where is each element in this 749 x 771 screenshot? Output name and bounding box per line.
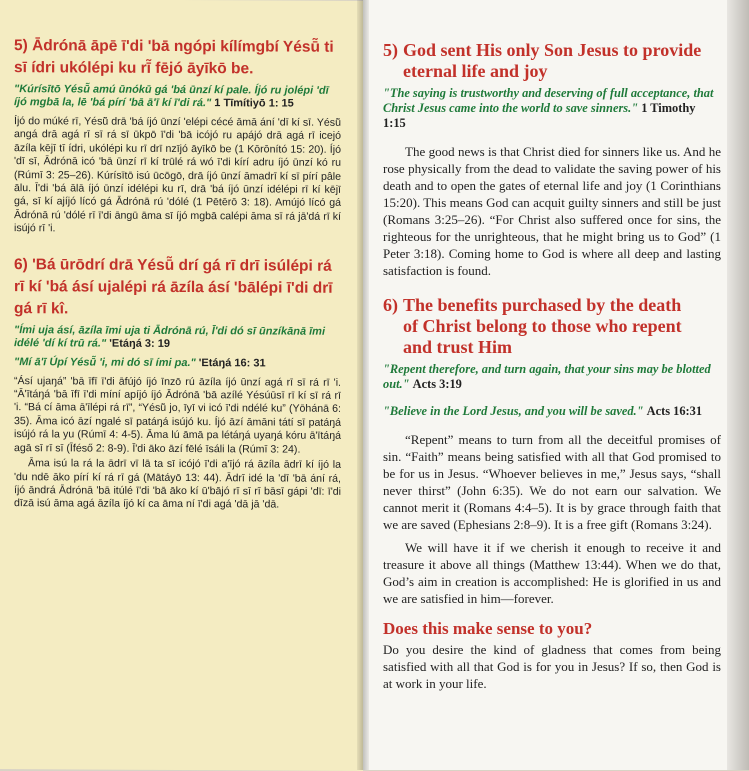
page-edge	[727, 0, 749, 770]
section6-verse2	[383, 404, 721, 419]
section6-verse2-local	[14, 356, 341, 371]
section5-paragraph: The good news is that Christ died for sinners like us. And he rose physically from the dead to validate the saving power of his death and to open the gates of eternal life and joy (1 Corinthians 15:20). This means God can acquit guilty sinners and still be just (Romans 3:25–26). “For Christ also suffered once for sins, the righteous for the unrighteous, that he might bring us to God” (1 Peter 3:18). Coming home to God is where all deep and lasting satisfaction is found.	[383, 144, 721, 278]
verse-reference: 'Etáŋá 3: 19	[109, 337, 170, 350]
page-gutter	[357, 0, 369, 770]
verse-text: "Mí ā'ī Úpí Yésū̃ 'i, mi dó sī ími pa."	[14, 355, 196, 369]
verse-text: "Ími uja ásí, āzíla īmi uja ti Ādrónā rú, Ī'di dó sī ūnzíkānā īmi idélé 'dí kí trū rá."	[14, 323, 326, 350]
section5-heading	[383, 40, 721, 82]
verse-text: "The saying is trustworthy and deserving of full acceptance, that Christ Jesus came into the world to save sinners."	[383, 86, 714, 115]
section6-heading-local: 6) 'Bá ūrōdrí drā Yésū̃ drí gá rī drī isúlépi rá rī kí 'bá ásí ujalépi rá āzíla ásí 'bālépi ī'di drī gá rī kî.	[14, 255, 333, 318]
section6-verse1-local	[14, 324, 341, 352]
section6-paragraph1-local: “Ásí ujaŋá” 'bā īfī ī'di āfújó íjó īnzō rú āzíla íjó ūnzí agá rī sī rá rī 'i. “Ā'ītáŋá 'bā īfī ī'di míní apíjó íjó Ādrónā 'bā azílé Yésúūsī rī kí sī rá rī 'i. “Bá cí āma ā'īlépi rá rī”, “Yésū̃ jo, īyī vi icó ī'di ndélé ku” (Yōhánā 6: 35). Āma icó āzí ngalé sī patáŋá isújó ku. Íjó āzí āmāni tátí sī patáŋá isújó rá la yu (Rúmī 4: 4-5). Āma lú āmā pa létáŋá uyaŋá kóru ā'ītáŋá agā sī rī sī (Īféső 2: 8-9). Ī'di āko āzí fēlé īsáli la (Rúmī 3: 24).	[14, 374, 341, 456]
heading-line: of Christ belong to those who repent	[403, 316, 682, 336]
verse-reference: 'Etáŋá 16: 31	[198, 356, 266, 370]
section6-paragraph2: We will have it if we cherish it enough to receive it and treasure it above all things (Matthew 13:44). When we do that, God’s aim in creation is accomplished: He is glorified in us and we are satisfied in him—forever.	[383, 540, 721, 606]
section6-verse1	[383, 362, 721, 392]
section6-heading	[383, 295, 721, 358]
section-spacer	[14, 238, 341, 256]
verse-reference: Acts 3:19	[412, 377, 462, 391]
heading-line: and trust Him	[403, 337, 513, 357]
heading-line: eternal life and joy	[403, 61, 548, 81]
section5-paragraph-local: Íjó do múké rī, Yésū̃ drā 'bá íjó ūnzí 'elépi cécé āmā ání 'dī kí sī. Yésū̃ angá drā agá rī sī rá sī ūkpō ī'di 'bā icójó ru apájó drā agá rī icejó āzíla kējī tī ídri, ukólépi ku rī drī nzījó āyīkō be (1 Kōrōnító 15: 20). Íjó 'dī sī, Ādrónā icó 'bā ūnzí rī kí trūlé rá wó ī'di kírí adru íjó ūnzí kó ru (Rúmī 3: 25–26). Kúrísītō isú ūcōgō, drā íjó ūnzí āmadrī kí sī pírí pâle ālu. Ī'di 'bá ālā íjó ūnzí idélépi ku rī, drā 'bá íjó ūnzí idélépi rī kí kējī gá, sī kí ajíjó lícó gá Ādrónā rú 'dólé (1 Pētērō 3: 18). Amújó lícó gá Ādrónā rú 'dólé rī ī'di āngū āma sī íjó mgbā calépi āma sī rá jā'dá rī kí isújó rī 'i.	[14, 115, 341, 235]
verse-text: "Repent therefore, and turn again, that your sins may be blotted out."	[383, 362, 711, 391]
right-page	[363, 0, 749, 770]
section6-paragraph2-local: Āma isú la rá la ādrī vī lā ta sī icójó ī'di a'ījó rá āzíla ādrī kí íjó la 'du ndē āko pírí kí rá rī gá (Mātáyō 13: 44). Ādrī idé la 'dī 'bā ání rá, íjó āndrá Ādrónā 'bā itúlé ī'di 'bā āko kí ū'bājó rī sī rī bāsī gápi 'dī: ī'di dīzā isú āma agá āzíla íjó kí ca āma ní ī'di agá 'dā jā 'dā.	[14, 457, 341, 511]
verse-reference: 1 Tīmítiyō 1: 15	[214, 97, 294, 110]
section5-heading-local: 5) Ādrónā āpē ī'di 'bā ngópi kílímgbí Yésū̃ ti sī ídri ukólépi ku rī̃ fējó āyīkō be.	[14, 37, 334, 78]
section5-verse-local	[14, 83, 341, 111]
heading-line: God sent His only Son Jesus to provide	[403, 40, 702, 60]
heading-line: The benefits purchased by the death	[403, 295, 682, 315]
closing-question: Does this make sense to you?	[383, 619, 593, 638]
closing-text: Do you desire the kind of gladness that comes from being satisfied with all that God is for you in Jesus? If so, then God is at work in your life.	[383, 642, 721, 691]
section-number: 6)	[383, 295, 398, 315]
section-spacer	[383, 285, 721, 295]
verse-reference: Acts 16:31	[646, 404, 703, 418]
section5-verse	[383, 86, 721, 131]
verse-text: "Kúrísītō Yésū̃ amú ūnókū gá 'bá ūnzí kí pale. Íjó ru jolépi 'dī íjó mgbā la, lē 'bá pírí 'bā ā'ī kí ī'di rá."	[14, 83, 329, 110]
section-number: 5)	[383, 40, 398, 60]
section6-paragraph1: “Repent” means to turn from all the deceitful promises of sin. “Faith” means being satisfied with all that God promised to be for us in Jesus. “Whoever believes in me,” Jesus says, “shall never thirst” (John 6:35). We do not earn our salvation. We cannot merit it (Romans 4:4–5). It is by grace through faith that we are saved (Ephesians 2:8–9). It is a free gift (Romans 3:24).	[383, 432, 721, 532]
verse-text: "Believe in the Lord Jesus, and you will be saved."	[383, 404, 644, 418]
left-page	[0, 0, 363, 771]
verse-reference: 1 Timothy 1:15	[383, 101, 696, 130]
